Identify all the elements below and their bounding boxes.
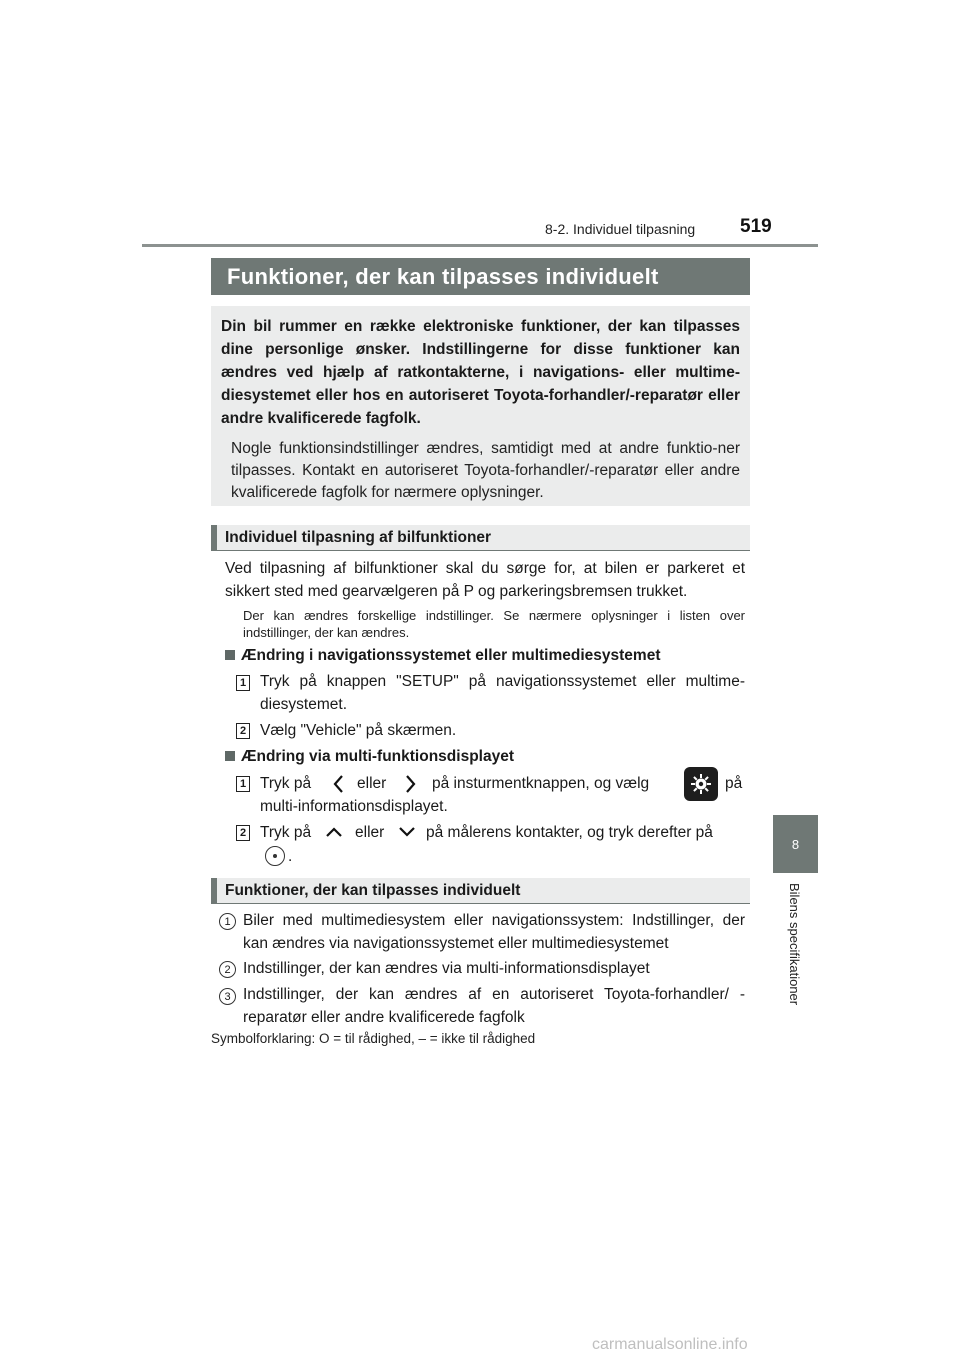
circled-number: 1 <box>219 913 236 930</box>
section-rule <box>211 903 750 904</box>
chapter-title: Bilens specifikationer <box>787 883 802 1006</box>
step-text-part: på målerens kontakter, og tryk derefter på <box>426 824 713 841</box>
chevron-right-icon <box>403 774 417 794</box>
step-number-badge: 1 <box>236 776 250 792</box>
step-text: Tryk på knappen "SETUP" på navigationssystemet eller multime-diesystemet. <box>260 673 745 713</box>
chevron-down-icon <box>397 826 417 838</box>
section-heading-functions: Funktioner, der kan tilpasses individuelt <box>211 878 750 904</box>
header-rule <box>142 244 818 247</box>
page-title: Funktioner, der kan tilpasses individuelt <box>211 258 750 295</box>
function-list-item: Indstillinger, der kan ændres af en autoriseret Toyota-forhandler/ -reparatør eller andre kvalificerede fagfolk <box>243 986 745 1026</box>
step-text-part: eller <box>355 824 385 841</box>
chapter-tab: 8 <box>773 815 818 873</box>
section-heading-individual: Individuel tilpasning af bilfunktioner <box>211 525 750 551</box>
symbol-legend: Symbolforklaring: O = til rådighed, – = ikke til rådighed <box>211 1031 536 1046</box>
step-text-part: multi-informationsdisplayet. <box>260 798 448 815</box>
subsection-display-title: Ændring via multi-funktionsdisplayet <box>241 748 514 765</box>
step-number-badge: 1 <box>236 675 250 691</box>
step-number-badge: 2 <box>236 723 250 739</box>
section-rule <box>211 550 750 551</box>
step-number-badge: 2 <box>236 825 250 841</box>
step-text-part: eller <box>357 775 387 792</box>
step-text-part: på <box>725 775 743 792</box>
watermark-text: carmanualsonline.info <box>592 1336 748 1353</box>
subsection-display <box>225 748 514 766</box>
step-text: Vælg "Vehicle" på skærmen. <box>260 722 457 739</box>
function-list-item: Indstillinger, der kan ændres via multi-informationsdisplayet <box>243 960 650 977</box>
square-bullet-icon <box>225 751 235 761</box>
chevron-up-icon <box>324 826 344 838</box>
section1-note: Der kan ændres forskellige indstillinger. Se nærmere oplysninger i listen over indstillinger, der kan ændres. <box>243 608 745 640</box>
square-bullet-icon <box>225 650 235 660</box>
page-number: 519 <box>740 216 772 237</box>
step-text-part: Tryk på <box>260 824 312 841</box>
circled-number: 3 <box>219 988 236 1005</box>
section1-paragraph: Ved tilpasning af bilfunktioner skal du sørge for, at bilen er parkeret et sikkert sted med gearvælgeren på P og parkeringsbremsen trukket. <box>225 560 745 600</box>
chevron-left-icon <box>332 774 346 794</box>
ok-button-icon <box>265 846 285 866</box>
subsection-nav <box>225 647 661 665</box>
intro-box <box>211 306 750 506</box>
step-text-part: Tryk på <box>260 775 312 792</box>
circled-number: 2 <box>219 961 236 978</box>
step-text-part: på insturmentknappen, og vælg <box>432 775 650 792</box>
subsection-nav-title: Ændring i navigationssystemet eller multimediesystemet <box>241 647 661 664</box>
function-list-item: Biler med multimediesystem eller navigationssystem: Indstillinger, der kan ændres via navigationssystemet eller multimediesystemet <box>243 912 745 952</box>
running-header-section: 8-2. Individuel tilpasning <box>545 221 696 237</box>
settings-gear-icon <box>684 767 718 801</box>
chapter-title-vertical <box>786 883 806 1033</box>
step-text-part: . <box>288 848 293 865</box>
intro-bold-text: Din bil rummer en række elektroniske funktioner, der kan tilpasses dine personlige ønsker. Indstillingerne for disse funktioner kan ændres ved hjælp af ratkontakterne, i navigations- eller multime-diesystemet eller hos en autoriseret Toyota-forhandler/-reparatør eller andre kvalificerede fagfolk. <box>221 318 740 427</box>
intro-note: Nogle funktionsindstillinger ændres, samtidigt med at andre funktio-ner tilpasses. Kontakt en autoriseret Toyota-forhandler/-reparatør eller andre kvalificerede fagfolk for nærmere oplysninger. <box>231 440 740 501</box>
